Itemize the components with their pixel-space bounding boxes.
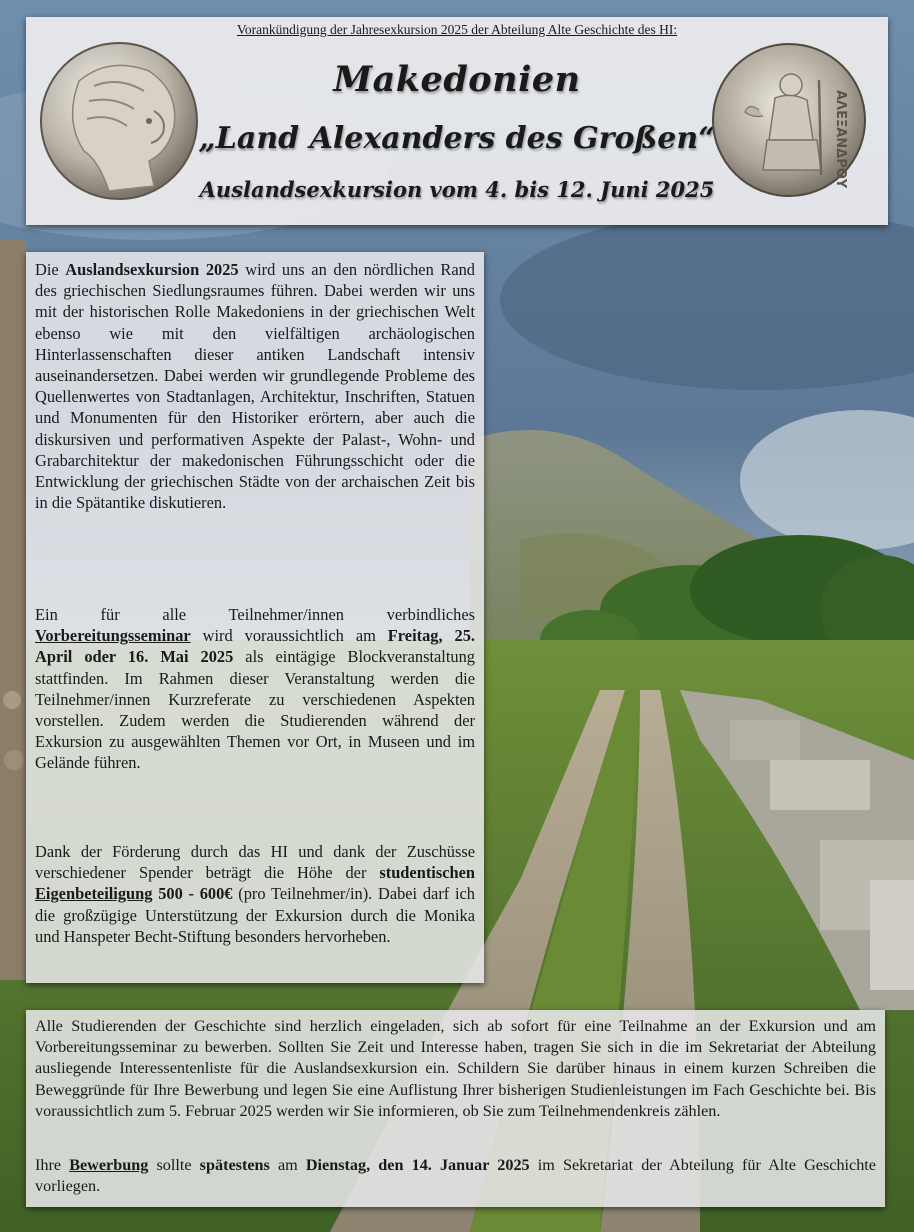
header-panel bbox=[26, 17, 888, 225]
description-panel bbox=[26, 252, 484, 983]
coin-legend: ΑΛΕΞΑΝΔΡΟΥ bbox=[833, 90, 848, 189]
excursion-dates: Auslandsexkursion vom 4. bis 12. Juni 2025 bbox=[199, 177, 715, 202]
paragraph-invitation bbox=[26, 1016, 885, 1122]
coin-alexander-icon bbox=[39, 41, 199, 201]
text-run: im Sekretariat der Abteilung für Alte Geschichte vorliegen. bbox=[35, 1156, 876, 1196]
text-run: am bbox=[269, 1156, 306, 1174]
emphasis-text: spätestens bbox=[199, 1156, 270, 1174]
paragraph-excursion-intro bbox=[26, 259, 484, 513]
text-run: wird voraussichtlich am bbox=[190, 626, 388, 646]
text-run: als eintägige Blockveranstaltung stattfinden. Im Rahmen dieser Veranstaltung werden die Teilnehmer/innen Kurzreferate zu verschiedenen Aspekten vorstellen. Zudem werden die Studierenden während der Exkursion zu ausgewählten Themen vor Ort, in Museen und im Gelände führen. bbox=[35, 647, 476, 773]
emphasis-text: Auslandsexkursion 2025 bbox=[65, 260, 239, 279]
page-subtitle: „Land Alexanders des Großen“ bbox=[198, 121, 716, 156]
emphasis-text: Bewerbung bbox=[69, 1156, 149, 1174]
emphasis-text: Vorbereitungsseminar bbox=[35, 626, 191, 646]
emphasis-text: Dienstag, den 14. Januar 2025 bbox=[305, 1156, 530, 1174]
text-run: Ihre bbox=[35, 1156, 70, 1174]
text-run: sollte bbox=[148, 1156, 200, 1174]
text-run: Die bbox=[35, 260, 66, 279]
paragraph-deadline bbox=[26, 1155, 885, 1197]
paragraph-preparation-seminar bbox=[26, 604, 484, 774]
text-run: Alle Studierenden der Geschichte sind herzlich eingeladen, sich ab sofort für eine Teilnahme an der Exkursion und am Vorbereitungsseminar zu bewerben. Sollten Sie Zeit und Interesse haben, tragen Sie sich in die im Sekretariat der Abteilung ausliegende Interessentenliste für die Auslandsexkursion ein. Schildern Sie darüber hinaus in einem kurzen Schreiben die Beweggründe für Ihre Bewerbung und legen Sie eine Auflistung Ihrer bisherigen Studienleistungen im Fach Geschichte bei. Bis voraussichtlich zum 5. Februar 2025 werden wir Sie informieren, ob Sie zum Teilnehmendenkreis zählen. bbox=[35, 1017, 876, 1120]
page-title: Makedonien bbox=[333, 59, 581, 100]
emphasis-text: studentischen bbox=[379, 863, 475, 883]
application-panel bbox=[26, 1010, 885, 1207]
text-run: Ein für alle Teilnehmer/innen verbindliches bbox=[35, 605, 475, 624]
coin-zeus-icon bbox=[709, 40, 869, 200]
text-run: (pro Teilnehmer/in). Dabei darf ich die großzügige Unterstützung der Exkursion durch die Monika und Hanspeter Becht-Stiftung besonders hervorheben. bbox=[35, 884, 475, 946]
emphasis-text: Freitag, 25. April oder 16. Mai 2025 bbox=[35, 626, 475, 667]
text-run: Dank der Förderung durch das HI und dank der Zuschüsse verschiedener Spender beträgt die Höhe der bbox=[35, 842, 475, 883]
emphasis-text: Eigenbeteiligung bbox=[35, 884, 153, 904]
paragraph-funding bbox=[26, 841, 484, 947]
announcement: Vorankündigung der Jahresexkursion 2025 der Abteilung Alte Geschichte des HI: bbox=[236, 22, 678, 37]
text-run: wird uns an den nördlichen Rand des griechischen Siedlungsraumes führen. Dabei werden wir uns mit der historischen Rolle Makedoniens in der griechischen Welt ebenso wie mit den vielfältigen archäologischen Hinterlassenschaften dieser antiken Landschaft intensiv auseinandersetzen. Dabei werden wir grundlegende Probleme des Quellenwertes von Stadtanlagen, Architektur, Inschriften, Statuen und Monumenten für den Historiker erörtern, aber auch die diskursiven und performativen Aspekte der Palast-, Wohn- und Grabarchitektur der makedonischen Führungsschicht oder die Entwicklung der griechischen Städte von der archaischen Zeit bis in die Spätantike diskutieren. bbox=[35, 260, 476, 513]
emphasis-text: 500 - 600€ bbox=[152, 884, 233, 904]
